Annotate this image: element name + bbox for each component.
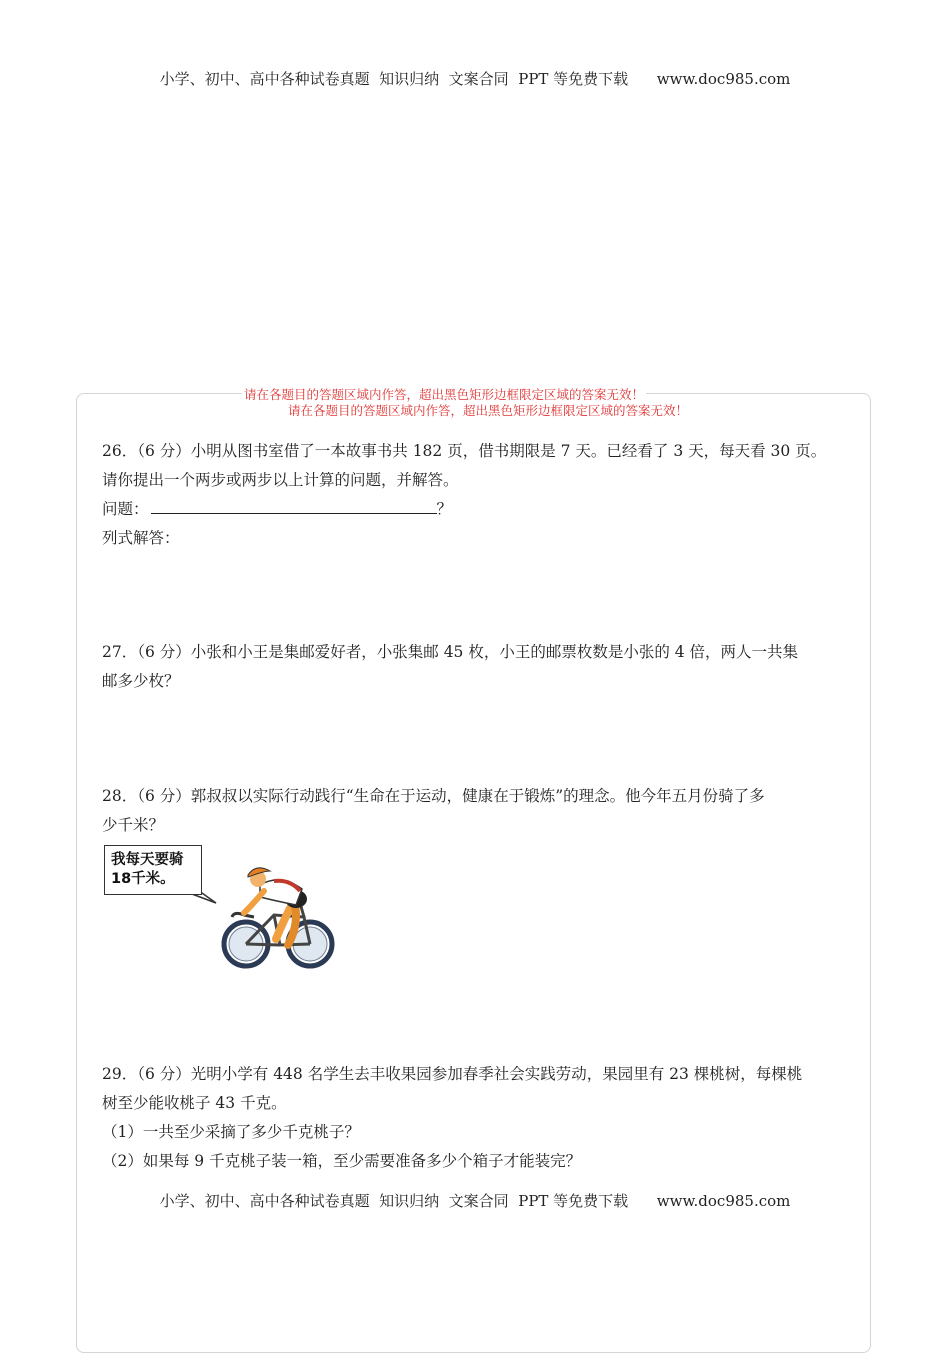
answer-label: 列式解答：	[102, 529, 180, 547]
question-27-line-2: 邮多少枚？	[102, 672, 180, 690]
question-mark: ？	[436, 500, 453, 518]
question-26-line-1: 26．（6 分）小明从图书室借了一本故事书共 182 页，借书期限是 7 天。已经看了 3 天，每天看 30 页。	[102, 442, 827, 460]
question-28-line-1: 28．（6 分）郭叔叔以实际行动践行“生命在于运动，健康在于锻炼”的理念。他今年五月份骑了多	[102, 787, 765, 805]
speech-bubble-line-2: 18千米。	[111, 871, 175, 887]
question-29	[102, 1060, 852, 1176]
question-26	[102, 437, 852, 553]
answer-area-warning: 请在各题目的答题区域内作答，超出黑色矩形边框限定区域的答案无效！	[244, 387, 645, 402]
question-label: 问题：	[102, 500, 149, 518]
question-29-line-1: 29．（6 分）光明小学有 448 名学生去丰收果园参加春季社会实践劳动，果园里有 23 棵桃树，每棵桃	[102, 1065, 803, 1083]
page-footer: 小学、初中、高中各种试卷真题 知识归纳 文案合同 PPT 等免费下载 www.doc985.com	[159, 1192, 791, 1210]
question-26-ask-row	[102, 495, 852, 524]
speech-bubble-line-1: 我每天要骑	[111, 852, 184, 868]
question-29-sub-2: （2）如果每 9 千克桃子装一箱，至少需要准备多少个箱子才能装完？	[102, 1152, 582, 1170]
question-29-line-2: 树至少能收桃子 43 千克。	[102, 1094, 287, 1112]
page-header: 小学、初中、高中各种试卷真题 知识归纳 文案合同 PPT 等免费下载 www.doc985.com	[159, 70, 791, 88]
speech-bubble	[104, 845, 202, 895]
question-blank[interactable]	[151, 495, 437, 514]
question-26-line-2: 请你提出一个两步或两步以上计算的问题，并解答。	[102, 471, 459, 489]
question-28	[102, 782, 852, 840]
question-28-line-2: 少千米？	[102, 816, 165, 834]
question-29-sub-1: （1）一共至少采摘了多少千克桃子？	[102, 1123, 360, 1141]
cyclist-illustration	[104, 845, 344, 975]
question-27	[102, 638, 852, 696]
answer-area-warning-repeat: 请在各题目的答题区域内作答，超出黑色矩形边框限定区域的答案无效！	[288, 403, 689, 418]
question-27-line-1: 27．（6 分）小张和小王是集邮爱好者，小张集邮 45 枚，小王的邮票枚数是小张的 4 倍，两人一共集	[102, 643, 799, 661]
